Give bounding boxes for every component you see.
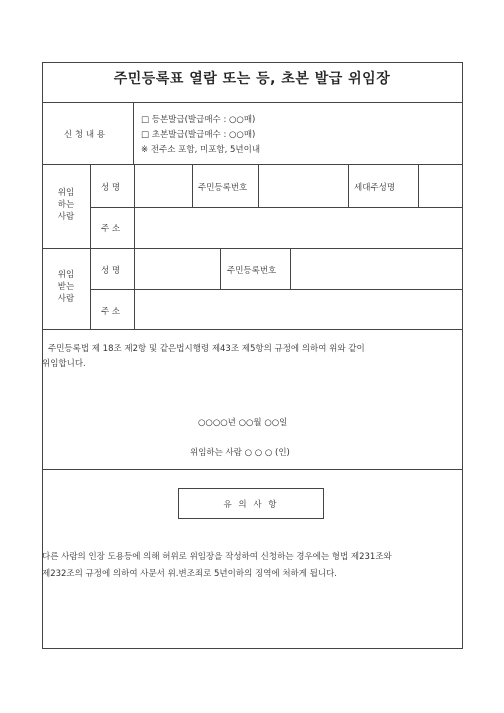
delegatee-label: 위임받는사람 xyxy=(57,270,75,304)
notice-line-1: 다른 사람의 인장 도용등에 의해 허위로 위임장을 작성하여 신청하는 경우에는 형법 제231조와 xyxy=(42,552,392,562)
rule-delegator-idvalue-end xyxy=(348,164,349,208)
statement-line-1: 주민등록법 제 18조 제2항 및 같은법시행령 제43조 제5항의 규정에 의하여 위와 같이 xyxy=(48,344,365,354)
notice-line-2: 제232조의 규정에 의하여 사문서 위.변조죄로 5년이하의 징역에 처하게 됩니다. xyxy=(42,569,337,579)
delegator-id-label: 주민등록번호 xyxy=(198,183,248,193)
statement-line-2: 위임합니다. xyxy=(42,359,86,369)
frame-top xyxy=(42,62,463,63)
rule-request-divider xyxy=(133,102,134,165)
statement-signature: 위임하는 사람 ○ ○ ○ (인) xyxy=(190,448,290,458)
delegator-id-field[interactable] xyxy=(259,165,348,207)
delegator-name-label: 성 명 xyxy=(101,183,121,193)
delegator-householder-field[interactable] xyxy=(419,165,462,207)
notice-text xyxy=(42,549,463,583)
frame-bottom xyxy=(42,648,463,649)
rule-delegator-name-end xyxy=(192,164,193,208)
rule-above-notice xyxy=(42,469,463,470)
request-label: 신 청 내 용 xyxy=(64,130,105,140)
delegator-name-field[interactable] xyxy=(135,165,192,207)
delegator-label: 위임하는사람 xyxy=(57,188,75,222)
delegatee-address-field[interactable] xyxy=(135,290,462,329)
request-option-abstract[interactable]: □ 초본발급(발급매수 : ○○매) xyxy=(141,130,256,140)
delegator-householder-label: 세대주성명 xyxy=(354,183,396,193)
form-title: 주민등록표 열람 또는 등, 초본 발급 위임장 xyxy=(113,71,391,87)
delegatee-name-field[interactable] xyxy=(135,249,220,289)
delegatee-name-label: 성 명 xyxy=(101,266,121,276)
rule-delegatee-label-divider xyxy=(90,248,91,330)
request-option-certified-copy[interactable]: □ 등본발급(발급매수 : ○○매) xyxy=(141,115,256,125)
notice-label: 유 의 사 항 xyxy=(223,500,279,510)
delegator-address-field[interactable] xyxy=(135,208,462,248)
delegatee-address-label: 주 소 xyxy=(101,307,121,317)
rule-under-request xyxy=(42,164,463,165)
rule-delegator-label-divider xyxy=(90,164,91,249)
statement-date: ○○○○년 ○○월 ○○일 xyxy=(198,418,288,428)
rule-under-title xyxy=(42,102,463,103)
delegator-address-label: 주 소 xyxy=(101,224,121,234)
request-option-address-note: ※ 전주소 포함, 미포함, 5년이내 xyxy=(141,145,261,155)
delegatee-id-label: 주민등록번호 xyxy=(227,266,277,276)
notice-box xyxy=(178,488,324,519)
rule-under-delegatee xyxy=(42,329,463,330)
delegatee-id-field[interactable] xyxy=(291,249,462,289)
rule-delegatee-name-end xyxy=(220,248,221,290)
